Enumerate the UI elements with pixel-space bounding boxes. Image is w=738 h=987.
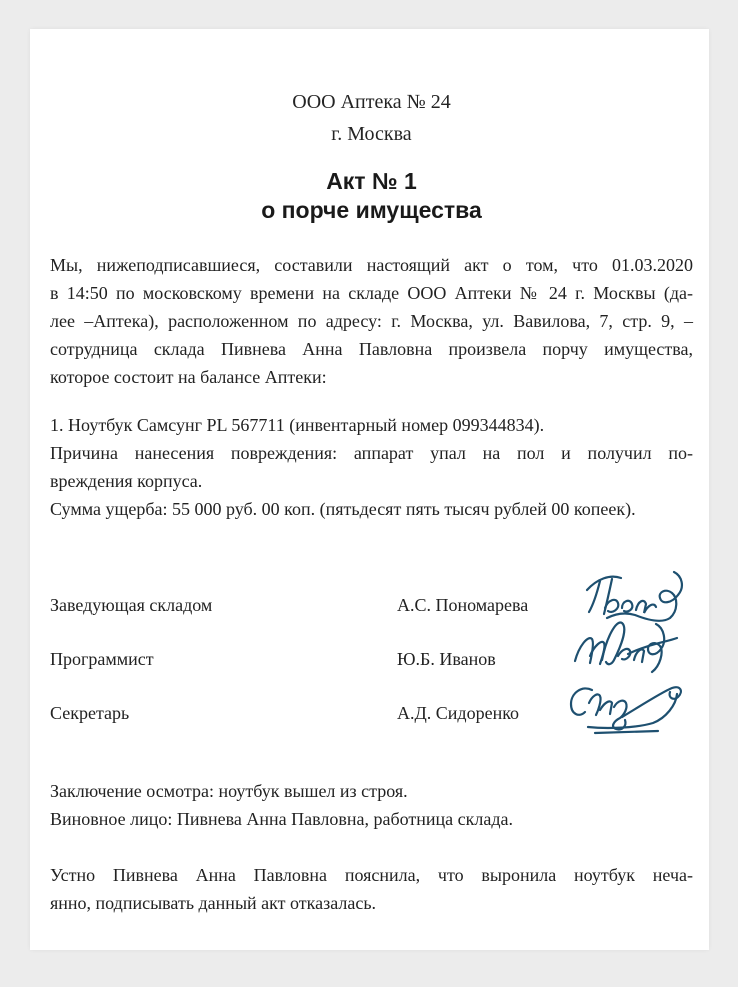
signatures-block [50,591,693,727]
conclusion-line: Виновное лицо: Пивнева Анна Павловна, работница склада. [50,809,513,829]
org-header [50,86,693,150]
signature-row [50,591,693,619]
document-page [30,29,709,950]
intro-paragraph [50,251,693,391]
damage-item-line: 1. Ноутбук Самсунг PL 567711 (инвентарный номер 099344834). [50,415,545,435]
conclusion-paragraph [50,777,693,833]
note-paragraph [50,861,693,917]
note-line: янно, подписывать данный акт отказалась. [50,893,377,913]
intro-line: которое состоит на балансе Аптеки: [50,367,327,387]
damage-item-paragraph [50,411,693,523]
conclusion-line: Заключение осмотра: ноутбук вышел из строя. [50,781,408,801]
document-content [30,29,709,917]
damage-item-line: Сумма ущерба: 55 000 руб. 00 коп. (пятьдесят пять тысяч рублей 00 копеек). [50,499,636,519]
intro-line: в 14:50 по московскому времени на складе ООО Аптеки № 24 г. Москвы (да- [50,283,693,303]
damage-item-line: Причина нанесения повреждения: аппарат упал на пол и получил по- [50,443,693,463]
document-title-line1: Акт № 1 [326,168,417,194]
signer-name: Ю.Б. Иванов [397,649,496,669]
intro-line: Мы, нижеподписавшиеся, составили настоящий акт о том, что 01.03.2020 [50,255,693,275]
note-line: Устно Пивнева Анна Павловна пояснила, что выронила ноутбук неча- [50,865,693,885]
position-label: Секретарь [50,703,130,723]
intro-line: лее –Аптека), расположенном по адресу: г. Москва, ул. Вавилова, 7, стр. 9, – [50,311,693,331]
damage-item-line: вреждения корпуса. [50,471,203,491]
intro-line: сотрудница склада Пивнева Анна Павловна произвела порчу имущества, [50,339,693,359]
signature-row [50,699,693,727]
signer-name: А.С. Пономарева [397,595,529,615]
document-title-line2: о порче имущества [261,197,482,223]
signature-row [50,645,693,673]
org-name: ООО Аптека № 24 [292,91,451,113]
signer-name: А.Д. Сидоренко [397,703,520,723]
position-label: Программист [50,649,154,669]
org-city: г. Москва [331,123,412,145]
document-title [50,167,693,225]
position-label: Заведующая складом [50,595,213,615]
